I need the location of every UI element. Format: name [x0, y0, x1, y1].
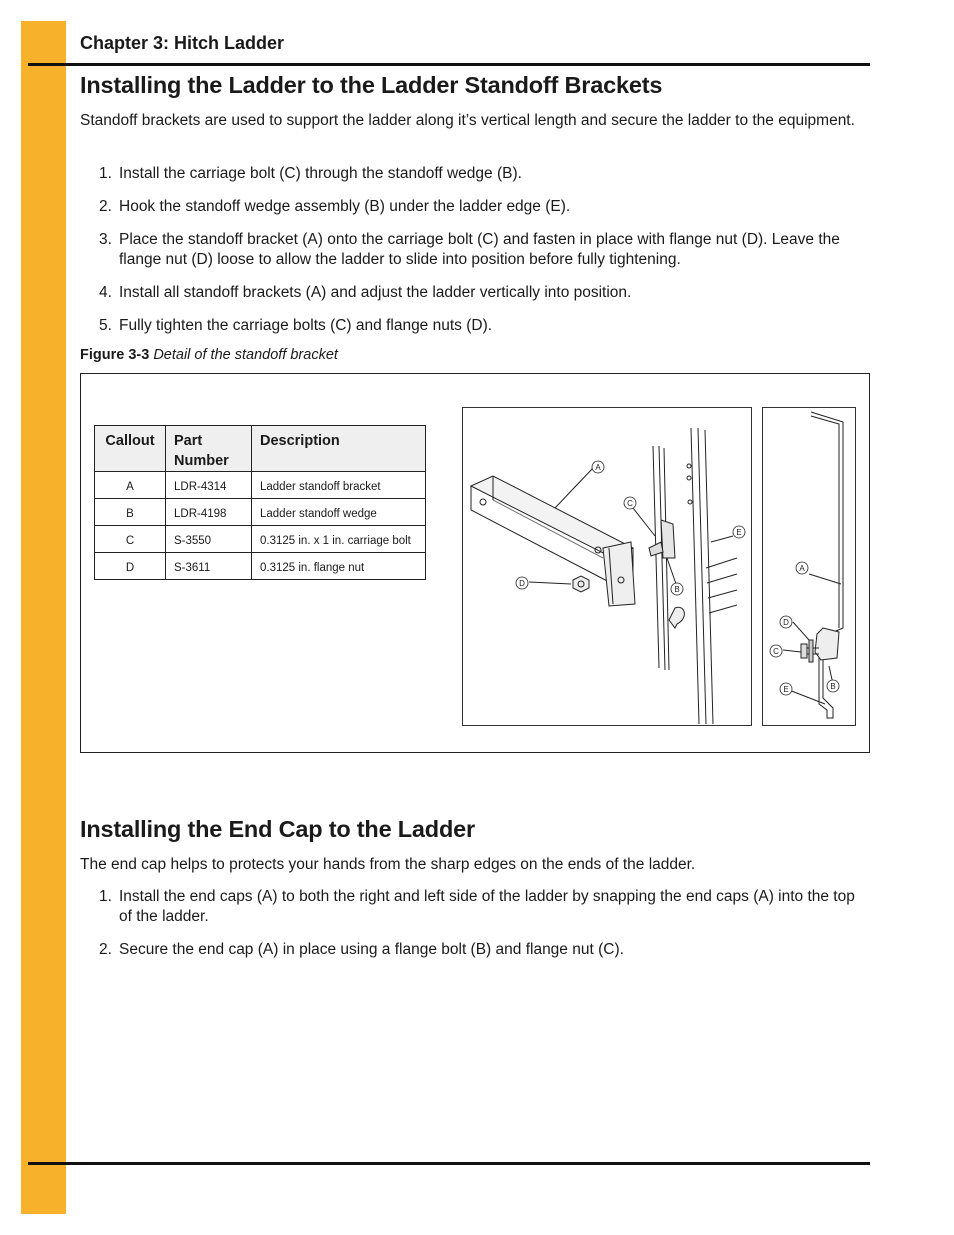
side-callout-d: D [783, 618, 789, 627]
section-intro-standoff: Standoff brackets are used to support the ladder along it’s vertical length and secure the ladder to the equipment. [80, 112, 855, 129]
step-item: 4. Install all standoff brackets (A) and adjust the ladder vertically into position. [99, 284, 632, 301]
step-item: 5. Fully tighten the carriage bolts (C) and flange nuts (D). [99, 317, 493, 334]
steps-end-cap [80, 887, 870, 973]
step-item: 3. Place the standoff bracket (A) onto the carriage bolt (C) and fasten in place with flange nut (D). Leave the flange nut (D) loose to allow the ladder to slide into position before fully tightening. [99, 231, 840, 268]
cell-callout: D [95, 553, 166, 580]
page-side-tab [21, 21, 66, 1214]
side-callout-c: C [773, 647, 779, 656]
cell-description: Ladder standoff bracket [252, 472, 426, 499]
cell-description: Ladder standoff wedge [252, 499, 426, 526]
header-rule [28, 63, 870, 66]
step-item: 1. Install the carriage bolt (C) through the standoff wedge (B). [99, 165, 522, 182]
figure-caption-text: Detail of the standoff bracket [153, 347, 338, 363]
callout-b-label: B [674, 585, 680, 594]
table-row [95, 499, 426, 526]
chapter-header: Chapter 3: Hitch Ladder [80, 33, 285, 53]
callout-d-label: D [519, 579, 525, 588]
cell-callout: B [95, 499, 166, 526]
cell-part: LDR-4314 [166, 472, 252, 499]
steps-standoff [80, 164, 870, 349]
cell-callout: C [95, 526, 166, 553]
header-part-number: Part Number [166, 426, 252, 472]
section-title-standoff: Installing the Ladder to the Ladder Standoff Brackets [80, 72, 663, 98]
cell-callout: A [95, 472, 166, 499]
header-description: Description [252, 426, 426, 472]
cell-part: S-3611 [166, 553, 252, 580]
bracket-perspective-drawing [463, 408, 751, 725]
side-callout-a: A [799, 564, 805, 573]
callout-a-label: A [595, 463, 601, 472]
cell-part: S-3550 [166, 526, 252, 553]
bracket-perspective-illustration [462, 407, 752, 726]
header-callout: Callout [95, 426, 166, 472]
cell-part: LDR-4198 [166, 499, 252, 526]
callout-c-label: C [627, 499, 633, 508]
table-row [95, 472, 426, 499]
step-item: 1. Install the end caps (A) to both the right and left side of the ladder by snapping the end caps (A) into the top of the ladder. [99, 888, 855, 925]
cell-description: 0.3125 in. flange nut [252, 553, 426, 580]
figure-caption [80, 347, 338, 363]
step-item: 2. Secure the end cap (A) in place using a flange bolt (B) and flange nut (C). [99, 941, 624, 958]
parts-table [94, 425, 426, 580]
bracket-side-drawing [763, 408, 855, 725]
side-callout-b: B [830, 682, 836, 691]
table-header-row [95, 426, 426, 472]
figure-label: Figure 3-3 [80, 347, 150, 363]
callout-e-label: E [736, 528, 742, 537]
section-title-end-cap: Installing the End Cap to the Ladder [80, 816, 475, 842]
cell-description: 0.3125 in. x 1 in. carriage bolt [252, 526, 426, 553]
bracket-side-illustration [762, 407, 856, 726]
section-intro-end-cap: The end cap helps to protects your hands from the sharp edges on the ends of the ladder. [80, 856, 696, 873]
step-item: 2. Hook the standoff wedge assembly (B) under the ladder edge (E). [99, 198, 571, 215]
table-row [95, 526, 426, 553]
table-row [95, 553, 426, 580]
side-callout-e: E [783, 685, 789, 694]
footer-rule [28, 1162, 870, 1165]
